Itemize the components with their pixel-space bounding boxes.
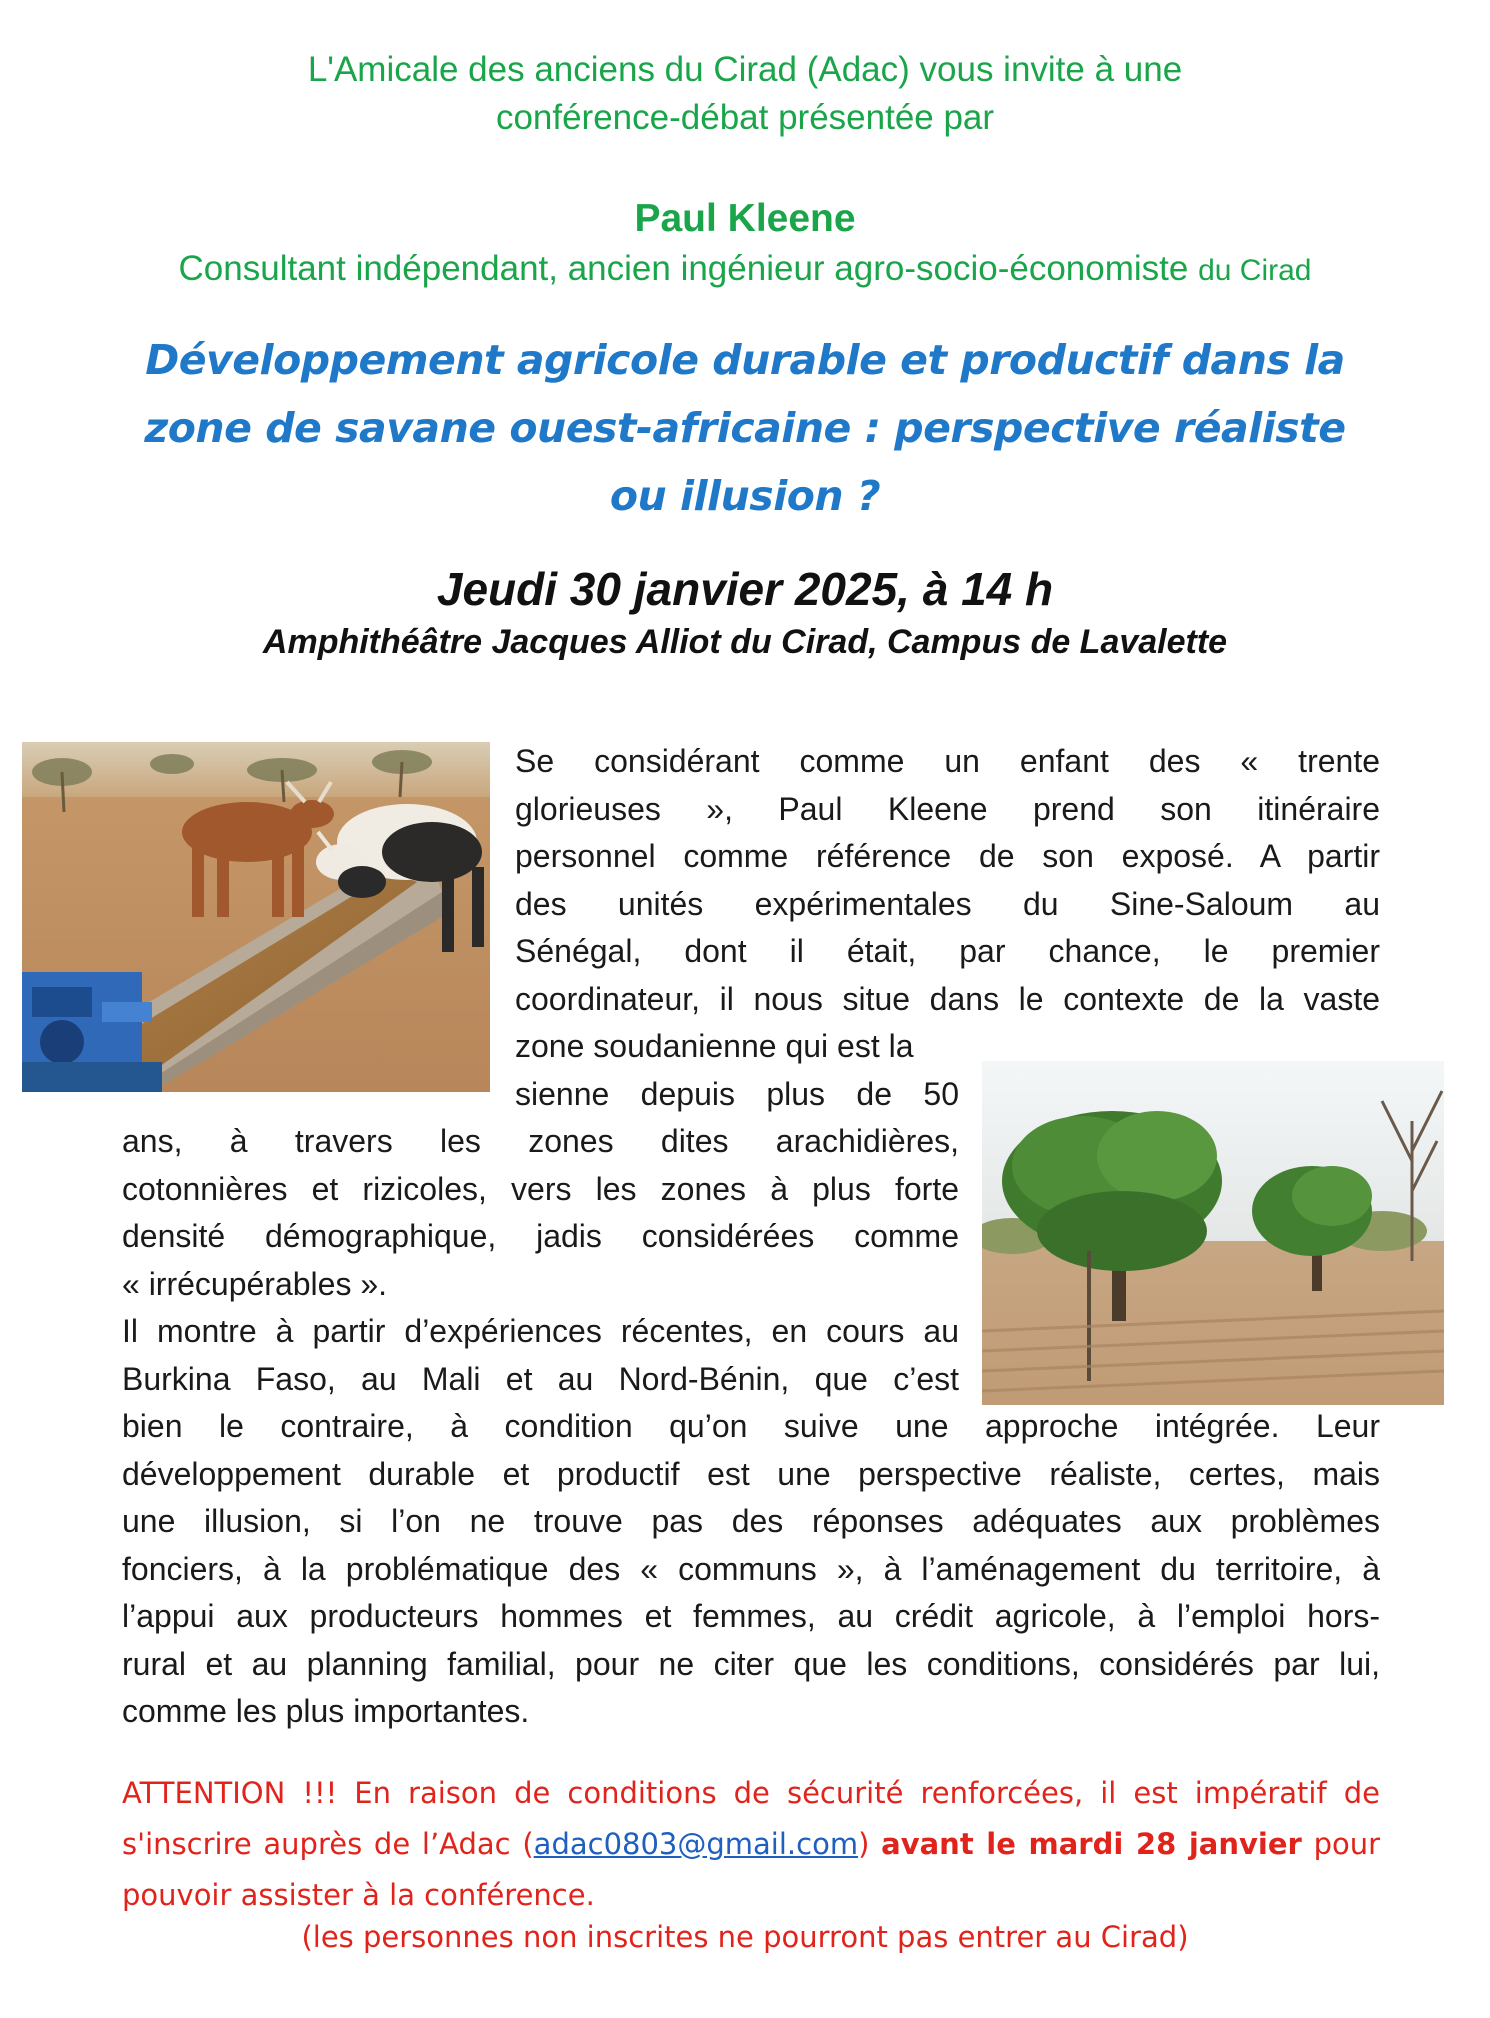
- registration-deadline: avant le mardi 28 janvier: [881, 1827, 1302, 1861]
- intro-line-1: L'Amicale des anciens du Cirad (Adac) vous invite à une: [307, 50, 1183, 89]
- notice-line-1: ATTENTION !!! En raison de conditions de sécurité renforcées, il est impératif de: [122, 1776, 1380, 1810]
- body-line-8: sienne depuis plus de 50: [515, 1075, 959, 1112]
- notice-line-2-paren: ): [858, 1827, 870, 1861]
- body-paragraph-middle-narrow: [515, 1023, 959, 1118]
- body-line-9: ans, à travers les zones dites arachidières,: [122, 1123, 959, 1159]
- notice-line-2-end: pour: [1313, 1827, 1380, 1861]
- cattle-trough-image: [22, 742, 490, 1092]
- body-line-16: développement durable et productif est une perspective réaliste, certes, mais: [122, 1455, 1380, 1492]
- body-line-5: Sénégal, dont il était, par chance, le premier: [515, 933, 1380, 969]
- body-line-11: densité démographique, jadis considérées comme: [122, 1218, 959, 1254]
- email-link[interactable]: adac0803@gmail.com: [533, 1827, 859, 1861]
- body-line-7: zone soudanienne qui est la: [515, 1028, 914, 1064]
- notice-line-2-start: s'inscrire auprès de l’Adac (: [122, 1827, 534, 1861]
- savanna-trees-photo: [982, 1061, 1444, 1405]
- speaker-name: Paul Kleene: [634, 197, 856, 240]
- savanna-trees-image: [982, 1061, 1444, 1405]
- body-line-18: fonciers, à la problématique des « communs », à l’aménagement du territoire, à: [122, 1550, 1380, 1587]
- body-paragraph-middle: [122, 1118, 959, 1403]
- conference-title: [110, 326, 1380, 530]
- event-date: Jeudi 30 janvier 2025, à 14 h: [436, 563, 1054, 615]
- body-line-15: bien le contraire, à condition qu’on suive une approche intégrée. Leur: [122, 1408, 1380, 1444]
- body-line-20: rural et au planning familial, pour ne citer que les conditions, considérés par lui,: [122, 1645, 1380, 1682]
- body-line-2: glorieuses », Paul Kleene prend son itinéraire: [515, 790, 1380, 827]
- body-line-13: Il montre à partir d’expériences récentes, en cours au: [122, 1313, 959, 1349]
- event-venue: Amphithéâtre Jacques Alliot du Cirad, Campus de Lavalette: [262, 623, 1228, 661]
- speaker-role: [0, 246, 1490, 294]
- body-line-1: Se considérant comme un enfant des « trente: [515, 743, 1380, 779]
- body-line-4: des unités expérimentales du Sine-Saloum au: [515, 885, 1380, 922]
- body-line-3: personnel comme référence de son exposé. A partir: [515, 838, 1380, 874]
- body-paragraph-top: [515, 738, 1380, 1023]
- title-line-3: ou illusion ?: [609, 472, 881, 520]
- body-line-21: comme les plus importantes.: [122, 1693, 530, 1729]
- body-paragraph-bottom: [122, 1403, 1380, 1736]
- body-line-17: une illusion, si l’on ne trouve pas des réponses adéquates aux problèmes: [122, 1503, 1380, 1539]
- speaker-role-text: Consultant indépendant, ancien ingénieur agro-socio-économiste: [178, 249, 1189, 288]
- body-line-10: cotonnières et rizicoles, vers les zones à plus forte: [122, 1170, 959, 1207]
- body-line-19: l’appui aux producteurs hommes et femmes, au crédit agricole, à l’emploi hors-: [122, 1598, 1380, 1634]
- body-line-12: « irrécupérables ».: [122, 1265, 388, 1302]
- title-line-2: zone de savane ouest-africaine : perspective réaliste: [144, 404, 1346, 452]
- speaker-role-suffix: du Cirad: [1198, 254, 1312, 287]
- notice-line-2: [122, 1819, 1380, 1870]
- intro-line-2: conférence-débat présentée par: [495, 98, 995, 137]
- cattle-trough-photo: [22, 742, 490, 1092]
- intro-text: [0, 46, 1490, 142]
- registration-notice: [122, 1768, 1380, 1921]
- registration-footnote: (les personnes non inscrites ne pourront pas entrer au Cirad): [301, 1920, 1189, 1954]
- body-line-6: coordinateur, il nous situe dans le contexte de la vaste: [515, 980, 1380, 1017]
- notice-line-3: pouvoir assister à la conférence.: [122, 1878, 595, 1912]
- body-line-14: Burkina Faso, au Mali et au Nord-Bénin, que c’est: [122, 1360, 959, 1397]
- title-line-1: Développement agricole durable et productif dans la: [145, 336, 1345, 384]
